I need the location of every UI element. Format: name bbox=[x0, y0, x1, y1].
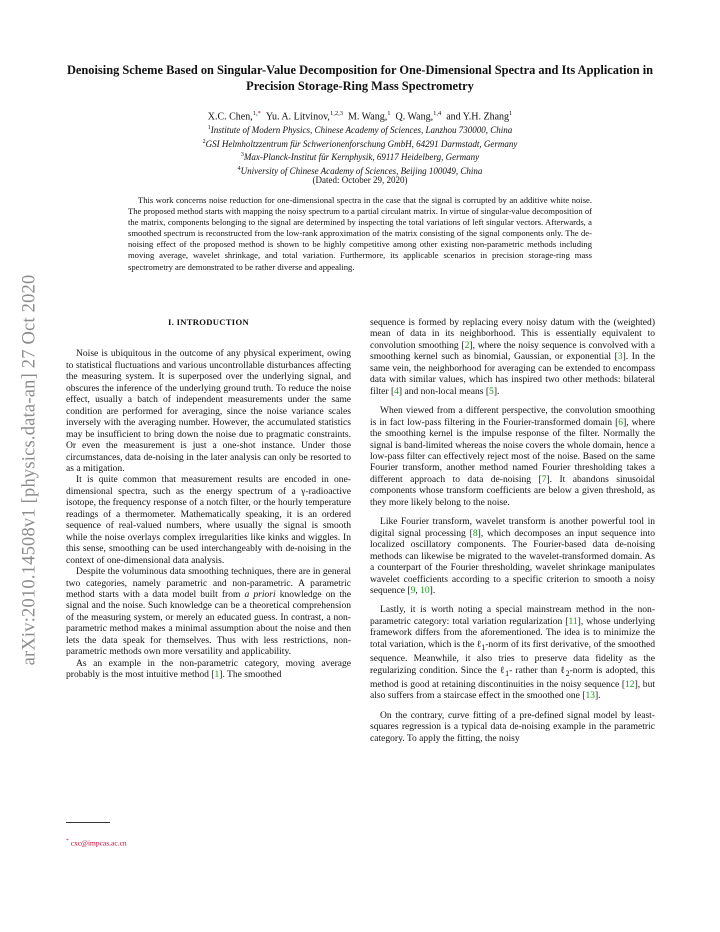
citation-link[interactable]: 11 bbox=[568, 615, 578, 627]
author-name: Yu. A. Litvinov, bbox=[265, 111, 330, 123]
section-heading: I. INTRODUCTION bbox=[168, 317, 249, 327]
author-affil-mark: 1 bbox=[387, 110, 391, 117]
affiliation-line bbox=[60, 150, 660, 164]
body-paragraph: It is quite common that measurement results are encoded in one-dimensional spectra, such as the energy spectrum of a γ-radioactive isotope, the frequency response of a notch filter, or the hourly temperature readings of a thermometer. Mathematically speaking, it is an ordered sequence of real-valued numbers, where usually the signal is smooth while the noise overlays complex irregularities like kinks and wiggles. In this sense, smoothing can be used interchangeably with de-noising in the context of one-dimensional data analysis. bbox=[66, 474, 351, 566]
affiliation-line bbox=[60, 123, 660, 137]
subscript: 1 bbox=[481, 642, 486, 652]
citation-link[interactable]: 13 bbox=[585, 690, 595, 702]
citation-link[interactable]: 6 bbox=[618, 416, 624, 428]
affil-number: 4 bbox=[237, 165, 241, 172]
date-line: (Dated: October 29, 2020) bbox=[312, 175, 408, 185]
citation-link[interactable]: 12 bbox=[625, 678, 635, 690]
author-affil-mark: 1 bbox=[509, 110, 513, 117]
author-affil-mark: 1,2,3 bbox=[329, 110, 343, 117]
author-name: and Y.H. Zhang bbox=[446, 111, 510, 123]
footnote-mark: * bbox=[66, 838, 69, 844]
author-name: M. Wang, bbox=[347, 111, 388, 123]
body-paragraph: Noise is ubiquitous in the outcome of any physical experiment, owing to statistical fluctuations and various uncontrollable disturbances affecting the measuring system. It is superposed over the underlying signal, and obscures the inference of the underlying ground truth. To reduce the noise effect, usually a batch of independent measurements under the same condition are performed for averaging, since the noise variance scales inversely with the averaging number. However, the accumulated statistics may be insufficient to bring down the noise due to pragmatic constraints. Or even the measurement is just a one-shot instance. Under those circumstances, data de-noising in the later analysis can only be resorted to as a mitigation. bbox=[66, 348, 351, 474]
body-paragraph: Despite the voluminous data smoothing techniques, there are in general two categories, namely parametric and non-parametric. A parametric method starts with a data model built from a priori knowledge on the signal and the noise. Such knowledge can be a theoretical comprehension of the measuring system, or merely an educated guess. In contrast, a non-parametric method makes a minimal assumption about the noise and then lets the data speak for themselves. Thus with less restrictions, non-parametric methods own more versatility and applicability. bbox=[66, 566, 351, 658]
affil-number: 1 bbox=[207, 125, 211, 131]
corresponding-email[interactable]: cxc@impcas.ac.cn bbox=[70, 838, 127, 848]
body-paragraph: As an example in the non-parametric category, moving average probably is the most intuitive method [1]. The smoothed bbox=[66, 657, 351, 681]
abstract: This work concerns noise reduction for one-dimensional spectra in the case that the signal is corrupted by an additive white noise. The proposed method starts with mapping the noisy spectrum to a partial circulant matrix. In virtue of singular-value decomposition of the matrix, components belonging to the signal are determined by inspecting the total variations of left singular vectors. Afterwards, a smoothed spectrum is reconstructed from the low-rank approximation of the matrix consisting of the signal components only. The de-noising effect of the proposed method is shown to be highly competitive among other existing non-parametric methods including moving average, wavelet shrinkage, and total variation. Furthermore, its applicable scenarios in precision storage-ring mass spectrometry are demonstrated to be rather diverse and appealing. bbox=[128, 195, 592, 272]
affil-number: 3 bbox=[240, 152, 244, 158]
citation-link[interactable]: 9 bbox=[410, 584, 416, 596]
affiliation-text: Institute of Modern Physics, Chinese Academy of Sciences, Lanzhou 730000, China bbox=[210, 125, 513, 135]
citation-link[interactable]: 5 bbox=[489, 385, 494, 397]
corresponding-mark[interactable]: * bbox=[257, 110, 261, 117]
affil-number: 2 bbox=[202, 138, 206, 145]
subscript: 2 bbox=[565, 668, 570, 678]
author-affil-mark: 1,4 bbox=[433, 110, 442, 117]
author-list bbox=[60, 107, 660, 123]
arxiv-stamp bbox=[10, 220, 50, 720]
arxiv-identifier[interactable]: arXiv:2010.14508v1 [physics.data-an] 27 Oct 2020 bbox=[19, 274, 40, 666]
footnote-rule bbox=[66, 822, 110, 823]
body-paragraph: On the contrary, curve fitting of a pre-defined signal model by least-squares regression is a typical data de-noising example in the parametric category. To apply the fitting, the noisy bbox=[370, 709, 655, 744]
citation-link[interactable]: 1 bbox=[214, 669, 220, 681]
affiliation-text: GSI Helmholtzzentrum für Schwerionenforschung GmbH, 64291 Darmstadt, Germany bbox=[205, 138, 518, 149]
affiliation-text: Max-Planck-Institut für Kernphysik, 69117 Heidelberg, Germany bbox=[243, 152, 480, 162]
citation-link[interactable]: 4 bbox=[394, 385, 399, 397]
subscript: 1 bbox=[505, 668, 510, 678]
body-paragraph: When viewed from a different perspective, the convolution smoothing is in fact low-pass filtering in the Fourier-transformed domain [6], where the smoothing kernel is the impulse response of the filter. Normally the signal is band-limited whereas the noise covers the whole domain, hence a low-pass filter can effectively reject most of the noise. Based on the same Fourier transform, another method named Fourier thresholding takes a different approach to data de-noising [7]. It abandons sinusoidal components whose transform coefficients are below a given threshold, as they more likely belong to the noise. bbox=[370, 405, 655, 508]
body-paragraph: Lastly, it is worth noting a special mainstream method in the non-parametric category: total variation regularization [11], whose underlying framework differs from the aforementioned. The idea is to minimize the total variation, which is the ℓ$_1$-norm of its first derivative, of the smoothed sequence. Meanwhile, it also tries to preserve data fidelity as the regularizing condition. Since the ℓ$_1$- rather than ℓ$_2$-norm is adopted, this method is good at retaining discontinuities in the noisy sequence [12], but also suffers from a staircase effect in the smoothed one [13]. bbox=[370, 604, 656, 702]
citation-link[interactable]: 7 bbox=[541, 473, 547, 485]
affiliation-line bbox=[60, 137, 660, 151]
author-name: X.C. Chen, bbox=[207, 111, 253, 123]
paper-title: Denoising Scheme Based on Singular-Value Decomposition for One-Dimensional Spectra and Its Application in Precision Storage-Ring Mass Spectrometry bbox=[66, 63, 654, 93]
citation-link[interactable]: 10 bbox=[420, 584, 430, 596]
body-paragraph: Like Fourier transform, wavelet transform is another powerful tool in digital signal processing [8], which decomposes an input sequence into localized oscillatory components. The Fourier-based data de-noising methods can likewise be migrated to the wavelet-transformed domain. As a counterpart of the Fourier thresholding, wavelet shrinkage manipulates wavelet coefficients according to a specific criterion to smooth a noisy sequence [9, 10]. bbox=[370, 516, 655, 596]
affiliation-text: University of Chinese Academy of Sciences, Beijing 100049, China bbox=[240, 165, 483, 176]
left-column bbox=[66, 317, 351, 681]
footnote bbox=[66, 838, 127, 848]
right-column bbox=[370, 317, 655, 744]
emphasis: a priori bbox=[244, 588, 276, 600]
body-paragraph: sequence is formed by replacing every noisy datum with the (weighted) mean of data in its neighborhood. This is essentially equivalent to convolution smoothing [2], where the noisy sequence is convolved with a smoothing kernel such as binomial, Gaussian, or exponential [3]. In the same vein, the neighborhood for averaging can be extended to encompass data with similar values, which has inspired two other methods: bilateral filter [4] and non-local means [5]. bbox=[370, 317, 655, 397]
author-name: Q. Wang, bbox=[395, 111, 434, 123]
affiliation-list bbox=[60, 123, 660, 177]
author-affil-mark: 1, bbox=[252, 110, 258, 117]
citation-link[interactable]: 3 bbox=[617, 351, 623, 363]
citation-link[interactable]: 8 bbox=[472, 527, 478, 539]
citation-link[interactable]: 2 bbox=[464, 339, 470, 351]
